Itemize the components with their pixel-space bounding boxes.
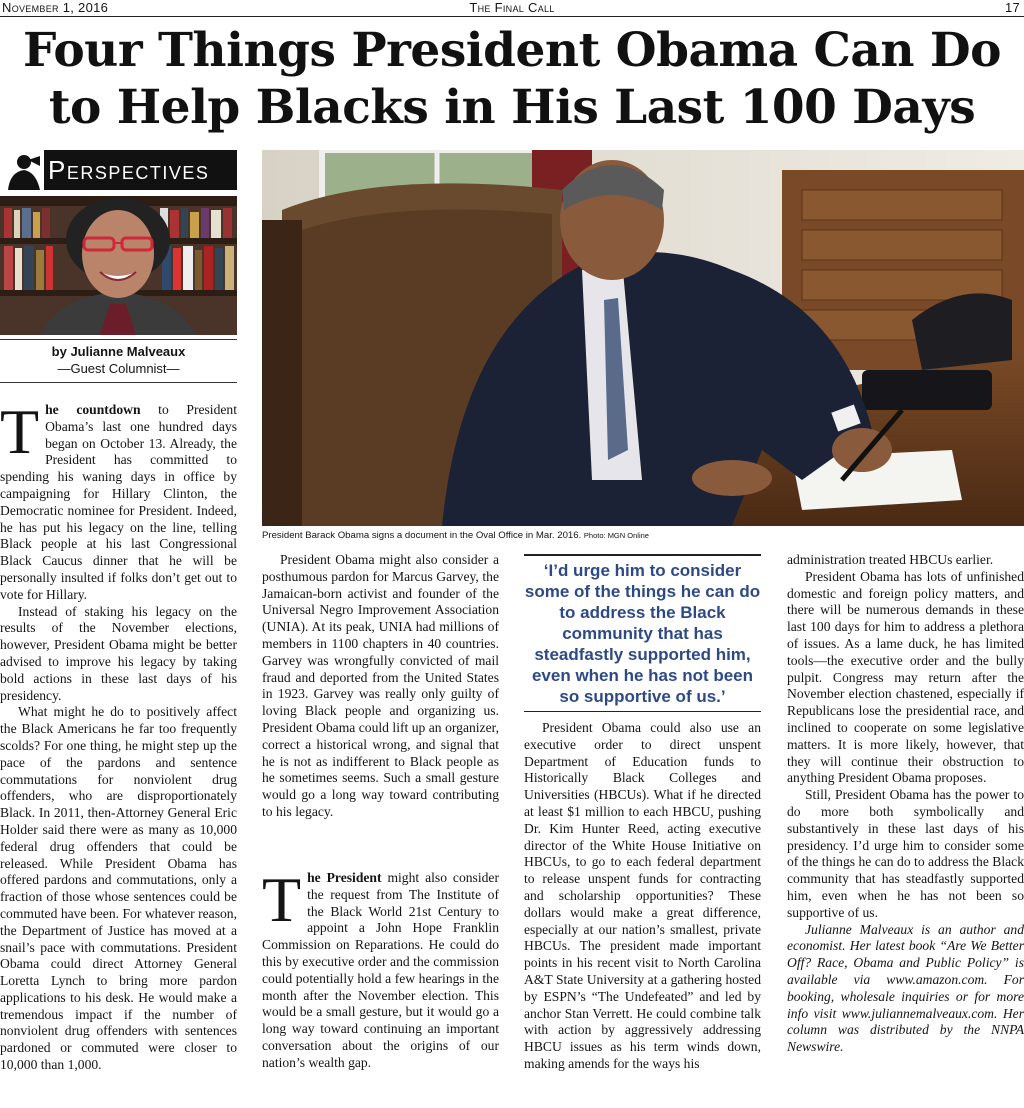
headline-line-1: Four Things President Obama Can Do — [23, 23, 1001, 78]
byline-role: —Guest Columnist— — [57, 361, 180, 376]
article-column-2-lower — [262, 864, 499, 1072]
issue-date: November 1, 2016 — [2, 0, 109, 15]
photo-caption-text: President Barack Obama signs a document in the Oval Office in Mar. 2016. — [262, 530, 582, 541]
pull-quote: ‘I’d urge him to consider some of the things he can do to address the Black community that has steadfastly supported him, even when he has not been so supportive of us.’ — [524, 561, 761, 706]
paragraph-text: might also consider the request from The Institute of the Black World 21st Century to appoint a John Hope Franklin Commission on Reparations. He could do this by executive order and the commission could potentially hold a few hearings in the month after the November election. This would be a small gesture, but it would go a long way toward continuing an important conversation about the origins of our nation’s wealth gap. — [262, 870, 499, 1070]
pull-quote-rule — [524, 711, 761, 712]
article-paragraph — [262, 864, 499, 1072]
article-paragraph: President Obama could also use an executive order to direct unspent Department of Education funds to Historically Black Colleges and Universities (HBCUs). What if he directed at least $1 million to each HBCU, pushing Dr. Kim Hunter Reed, acting executive director of the White House Initiative on HBCUs, to go to each federal department to release unspent funds for contracting and scholarship opportunities? These dollars would make a great difference, especially at our nation’s smallest, private HBCUs. The president made important points in his recent visit to North Carolina A&T State University at a gathering hosted by ESPN’s “The Undefeated” and led by anchor Stan Verrett. He could combine talk with action by aggressively addressing HBCU issues as his term winds down, making amends for the ways his — [524, 720, 761, 1071]
byline-name: by Julianne Malveaux — [51, 344, 186, 359]
oval-office-photo — [262, 150, 1024, 526]
headline-line-2: to Help Blacks in His Last 100 Days — [48, 80, 976, 135]
article-paragraph: President Obama might also consider a posthumous pardon for Marcus Garvey, the Jamaican-born activist and founder of the Universal Negro Improvement Association (UNIA). At its peak, UNIA had millions of members in 1100 chapters in 40 countries. Garvey was wrongfully convicted of mail fraud and deported from the United States in 1923. Garvey was really only guilty of loving Black people and organizing us. President Obama could lift up an organizer, correct a historical wrong, and signal that he is not as indifferent to Black people as he sometimes seems. Such a small gesture would go a long way toward contributing to his legacy. — [262, 552, 499, 819]
article-paragraph: Still, President Obama has the power to do more both symbolically and substantively in these last days of his presidency. I’d urge him to consider some of the things he can do to address the Black community that has steadfastly supported him, even when he has not been so supportive of us. — [787, 787, 1024, 920]
drop-cap: T — [262, 864, 302, 935]
article-column-3 — [524, 720, 761, 1073]
article-column-1 — [0, 396, 237, 1074]
headline — [0, 22, 1024, 136]
author-bio: Julianne Malveaux is an author and economist. Her latest book “Are We Better Off? Race, Obama and Public Policy” is available via www.amazon.com. For booking, wholesale inquiries or for more info visit www.juliannemalveaux.com. Her column was distributed by the NNPA Newswire. — [787, 921, 1024, 1055]
article-paragraph: President Obama has lots of unfinished domestic and foreign policy matters, and there will be numerous demands in these last 100 days for him to address a plethora of issues. As a lame duck, he has limited tools—the executive order and the bully pulpit. Congress may return after the November election chastened, especially if Republicans lose the presidential race, and inclined to cooperate on some legislative matters. It is more likely, however, that they will continue their obstruction to anything President Obama proposes. — [787, 568, 1024, 786]
section-banner — [0, 150, 237, 190]
header-rule — [0, 16, 1024, 17]
photo-caption — [262, 530, 1024, 542]
article-column-2 — [262, 552, 499, 821]
byline-rule — [0, 382, 237, 383]
lead-in: he countdown — [45, 402, 141, 417]
page-number: 17 — [1004, 0, 1020, 15]
paragraph-text: to President Obama’s last one hundred days began on October 13. Already, the President has committed to spending his waning days in office by campaigning for Hillary Clinton, the Democratic nominee for President. Indeed, he has put his legacy on the line, telling Black people at his last Congressional Black Caucus dinner that he will be personally insulted if folks don’t get out to vote for Hillary. — [0, 402, 237, 602]
article-paragraph: administration treated HBCUs earlier. — [787, 552, 994, 567]
publication-name: The Final Call — [469, 0, 555, 15]
byline-rule — [0, 339, 237, 340]
author-photo — [0, 196, 237, 335]
speaker-silhouette-icon — [0, 150, 44, 190]
lead-in: he President — [307, 870, 382, 885]
photo-credit: Photo: MGN Online — [583, 531, 649, 540]
drop-cap: T — [0, 396, 40, 467]
article-paragraph: Instead of staking his legacy on the results of the November elections, however, President Obama might be better advised to improve his legacy by taking bold actions in these last days of his presidency. — [0, 603, 237, 703]
pull-quote-rule — [524, 554, 761, 556]
article-paragraph — [0, 396, 237, 604]
section-banner-label: Perspectives — [48, 154, 210, 185]
article-column-4 — [787, 552, 1024, 1056]
article-paragraph: What might he do to positively affect the Black Americans he far too frequently scolds? For one thing, he might step up the pace of the pardons and sentence commutations for nonviolent drug offenders, who are disproportionately Black. In 2011, then-Attorney General Eric Holder said there were as many as 10,000 federal drug offenders that could be released. While President Obama has offered pardons and commutations, only a fraction of those whose sentences could be commuted have been. For whatever reason, the Department of Justice has moved at a snail’s pace with commutations. President Obama could direct Attorney General Loretta Lynch to bring more pardon applications to his desk. He would make a tremendous impact if the number of nonviolent drug offenders with sentences pardoned or commuted were closer to 10,000 than 1,000. — [0, 704, 237, 1073]
